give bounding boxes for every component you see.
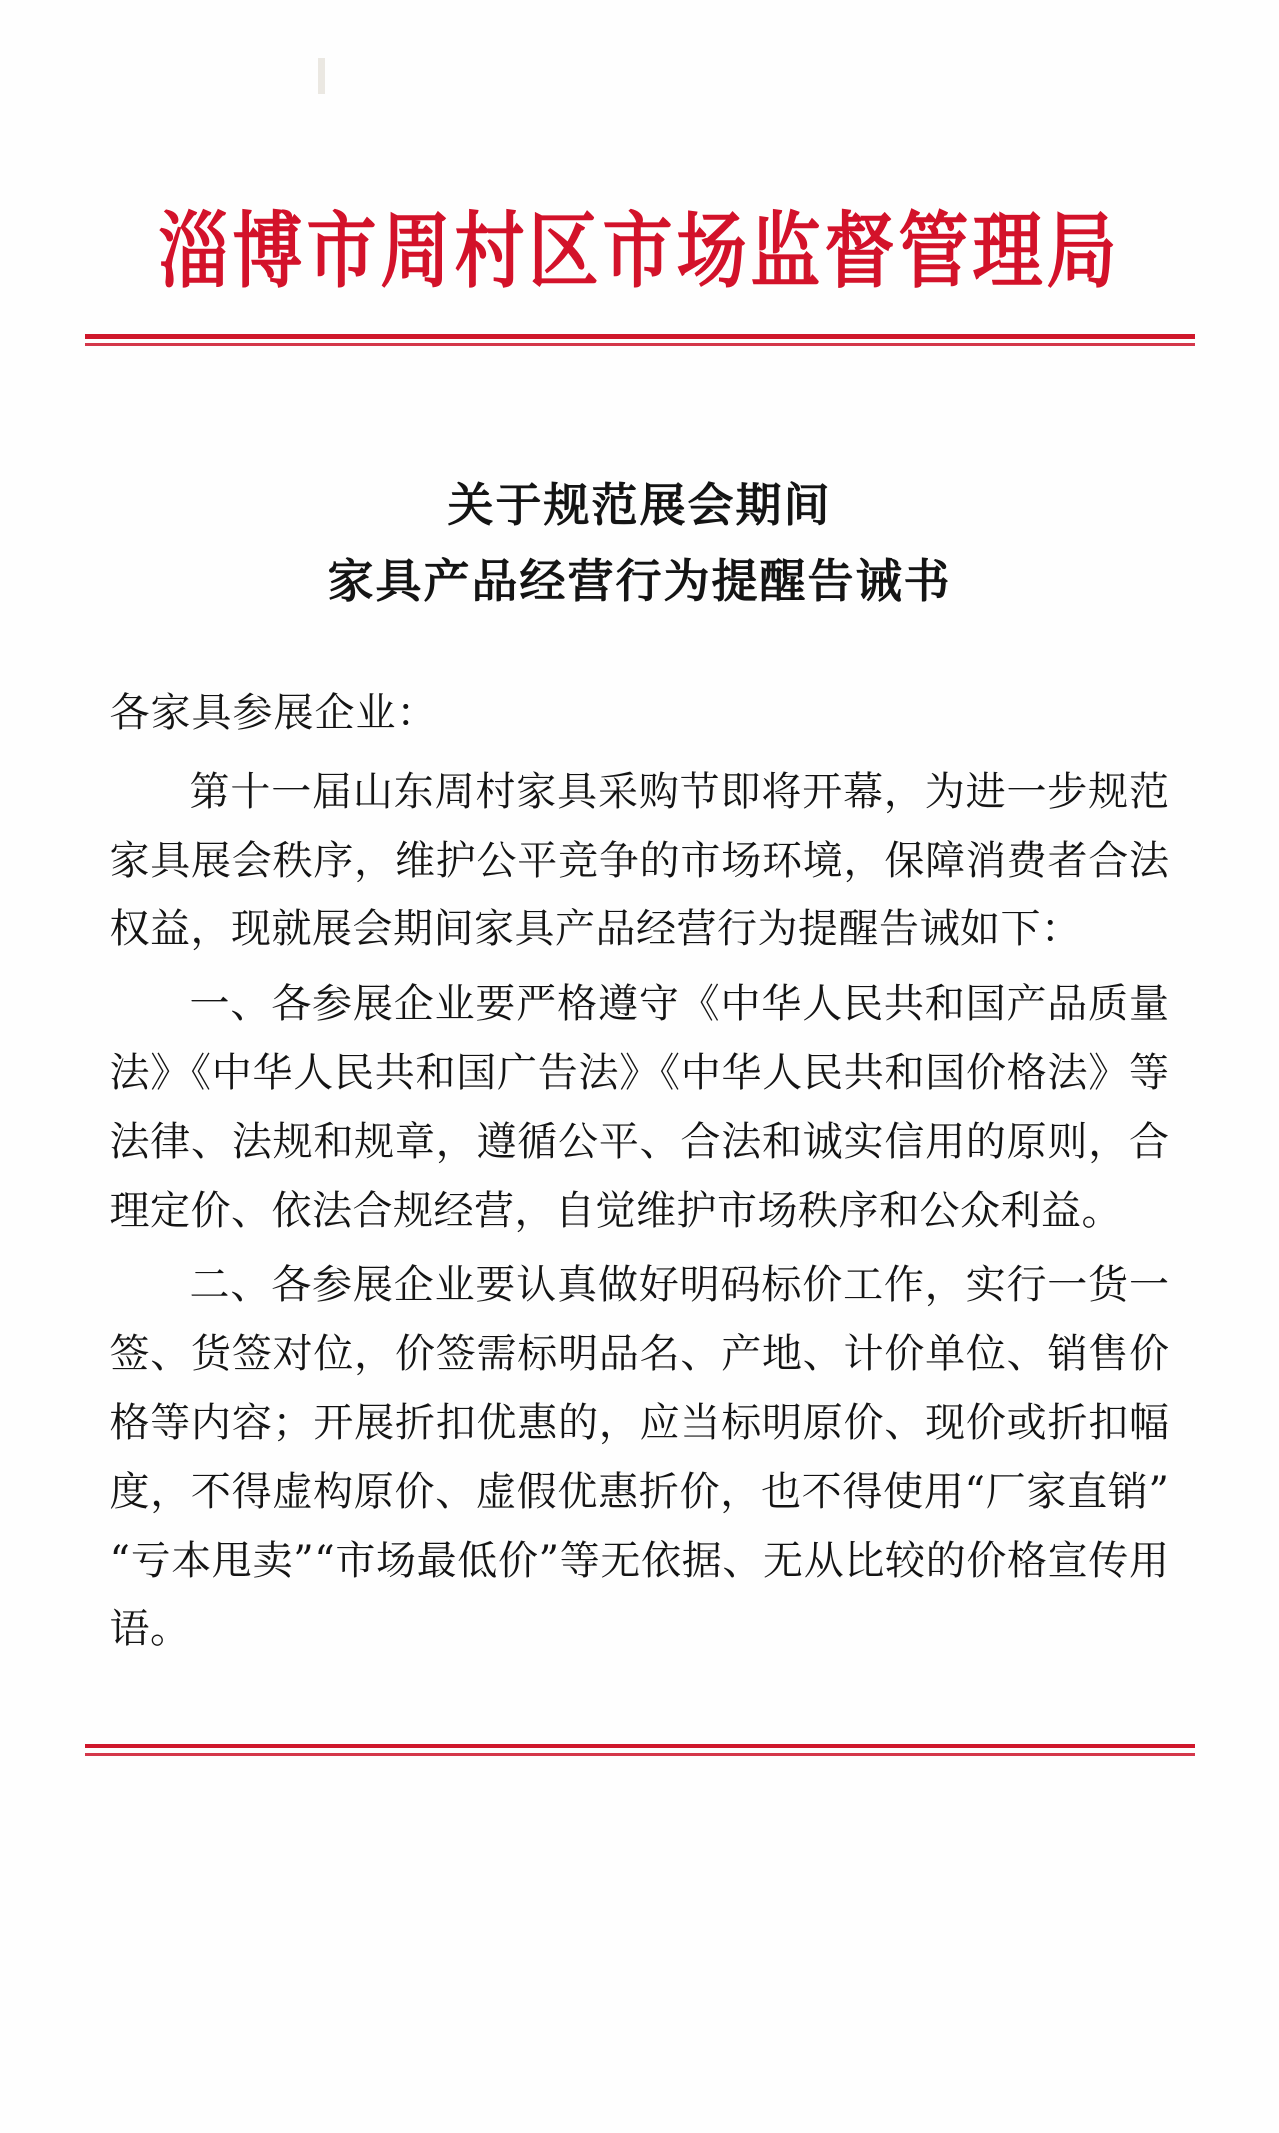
scan-artifact [318, 58, 325, 94]
footer-divider-line-thin [85, 1753, 1195, 1756]
document-title [120, 346, 1160, 620]
salutation: 各家具参展企业： [109, 689, 438, 736]
body-paragraph: 一、各参展企业要严格遵守《中华人民共和国产品质量法》《中华人民共和国广告法》《中华人民共和国价格法》等法律、法规和规章，遵循公平、合法和诚实信用的原则，合理定价、依法合规经营，自觉维护市场秩序和公众利益。 [109, 981, 1170, 1234]
document-title-line-1: 关于规范展会期间 [447, 478, 832, 532]
footer-divider [85, 1670, 1195, 1796]
body-paragraph: 二、各参展企业要认真做好明码标价工作，实行一货一签、货签对位，价签需标明品名、产地、计价单位、销售价格等内容；开展折扣优惠的，应当标明原价、现价或折扣幅度，不得虚构原价、虚假优惠折价，也不得使用“厂家直销”“亏本甩卖”“市场最低价”等无依据、无从比较的价格宣传用语。 [109, 1262, 1170, 1653]
body-paragraph: 第十一届山东周村家具采购节即将开幕，为进一步规范家具展会秩序，维护公平竞争的市场环境，保障消费者合法权益，现就展会期间家具产品经营行为提醒告诫如下： [109, 768, 1170, 953]
document-body [110, 620, 1170, 1664]
issuing-organization: 淄博市周村区市场监督管理局 [158, 201, 1121, 300]
letterhead [85, 0, 1195, 300]
divider-line-thick [85, 334, 1195, 339]
document-title-line-2: 家具产品经营行为提醒告诫书 [327, 553, 952, 608]
footer-divider-line-thick [85, 1744, 1195, 1748]
